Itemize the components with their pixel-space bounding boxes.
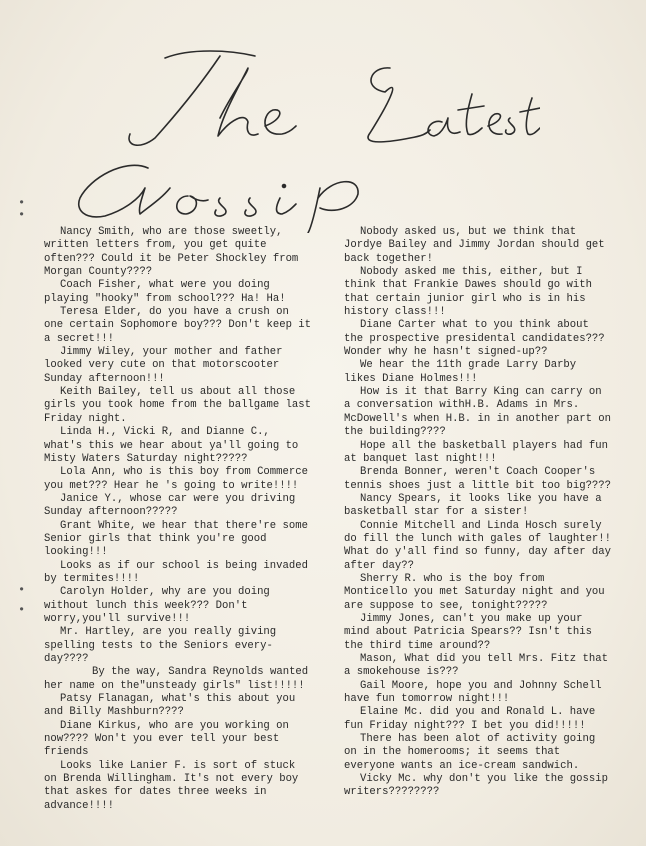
gossip-item: Sherry R. who is the boy from Monticello you met Saturday night and you are suppose to see, tonight?????	[344, 572, 612, 612]
gossip-item: Jimmy Jones, can't you make up your mind about Patricia Spears?? Isn't this the third time around??	[344, 612, 599, 652]
right-gossip-column	[344, 226, 618, 800]
page-title	[0, 0, 1, 1]
gossip-item: Looks as if our school is being invaded by termites!!!!	[44, 559, 315, 585]
gossip-item: Linda H., Vicki R, and Dianne C., what's this we hear about ya'll going to Misty Waters Saturday night?????	[44, 426, 305, 465]
gossip-item: Janice Y., whose car were you driving Sunday afternoon?????	[44, 492, 302, 519]
gossip-item: Vicky Mc. why don't you like the gossip writers????????	[344, 773, 615, 799]
gossip-item: Elaine Mc. did you and Ronald L. have fun Friday night??? I bet you did!!!!!	[344, 706, 602, 732]
gossip-item: Mason, What did you tell Mrs. Fitz that a smokehouse is???	[344, 653, 615, 679]
handwritten-title	[70, 38, 540, 233]
gossip-item: Lola Ann, who is this boy from Commerce you met??? Hear he 's going to write!!!!	[44, 466, 315, 492]
gossip-item: How is it that Barry King can carry on a conversation withH.B. Adams in Mrs. McDowell's when H.B. in in another part on the building????	[344, 386, 618, 439]
gossip-item: We hear the 11th grade Larry Darby likes Diane Holmes!!!	[344, 359, 583, 385]
gossip-item: Mr. Hartley, are you really giving spelling tests to the Seniors every-day????	[44, 626, 283, 665]
gossip-item: Nobody asked us, but we think that Jordye Bailey and Jimmy Jordan should get back together!	[344, 226, 612, 265]
gossip-item: Gail Moore, hope you and Johnny Schell have fun tomorrow night!!!	[344, 679, 608, 706]
margin-dot: •	[18, 603, 26, 617]
gossip-item: Diane Kirkus, who are you working on now???? Won't you ever tell your best friends	[44, 719, 296, 759]
gossip-item: Patsy Flanagan, what's this about you and Billy Mashburn????	[44, 693, 302, 719]
gossip-item: There has been alot of activity going on in the homerooms; it seems that everyone wants an ice-cream sandwich.	[344, 733, 602, 772]
margin-dot: •	[18, 196, 26, 210]
gossip-item: Hope all the basketball players had fun at banquet last night!!!	[344, 439, 615, 465]
gossip-item: Carolyn Holder, why are you doing without lunch this week??? Don't worry,you'll survive!!!	[44, 586, 277, 625]
gossip-item: Nobody asked me this, either, but I think that Frankie Dawes should go with that certain junior girl who is in his history class!!!	[344, 266, 599, 319]
gossip-item: Diane Carter what to you think about the prospective presidental candidates??? Wonder why he hasn't signed-up??	[344, 319, 612, 359]
gossip-item: Nancy Spears, it looks like you have a basketball star for a sister!	[344, 492, 608, 519]
gossip-item: Brenda Bonner, weren't Coach Cooper's tennis shoes just a little bit too big????	[344, 466, 612, 492]
left-gossip-column	[44, 226, 318, 813]
gossip-item: Looks like Lanier F. is sort of stuck on Brenda Willingham. It's not every boy that askes for dates three weeks in advance!!!!	[44, 759, 305, 812]
gossip-item: Nancy Smith, who are those sweetly, written letters from, you get quite often??? Could it be Peter Shockley from Morgan County????	[44, 226, 305, 279]
margin-dot: •	[18, 208, 26, 222]
margin-dot: •	[18, 583, 26, 597]
gossip-item: Coach Fisher, what were you doing playing "hooky" from school??? Ha! Ha!	[44, 279, 286, 305]
gossip-item: Teresa Elder, do you have a crush on one certain Sophomore boy??? Don't keep it a secret!!!	[44, 306, 318, 345]
gossip-item: Grant White, we hear that there're some Senior girls that think you're good looking!!!	[44, 519, 315, 559]
gossip-item: Keith Bailey, tell us about all those girls you took home from the ballgame last Friday night.	[44, 386, 318, 425]
gossip-item: Jimmy Wiley, your mother and father looked very cute on that motorscooter Sunday afternoon!!!	[44, 346, 289, 385]
gossip-item: Connie Mitchell and Linda Hosch surely do fill the lunch with gales of laughter!! What do y'all find so funny, day after day after day??	[344, 519, 618, 572]
gossip-item: By the way, Sandra Reynolds wanted her name on the"unsteady girls" list!!!!!	[44, 666, 315, 692]
